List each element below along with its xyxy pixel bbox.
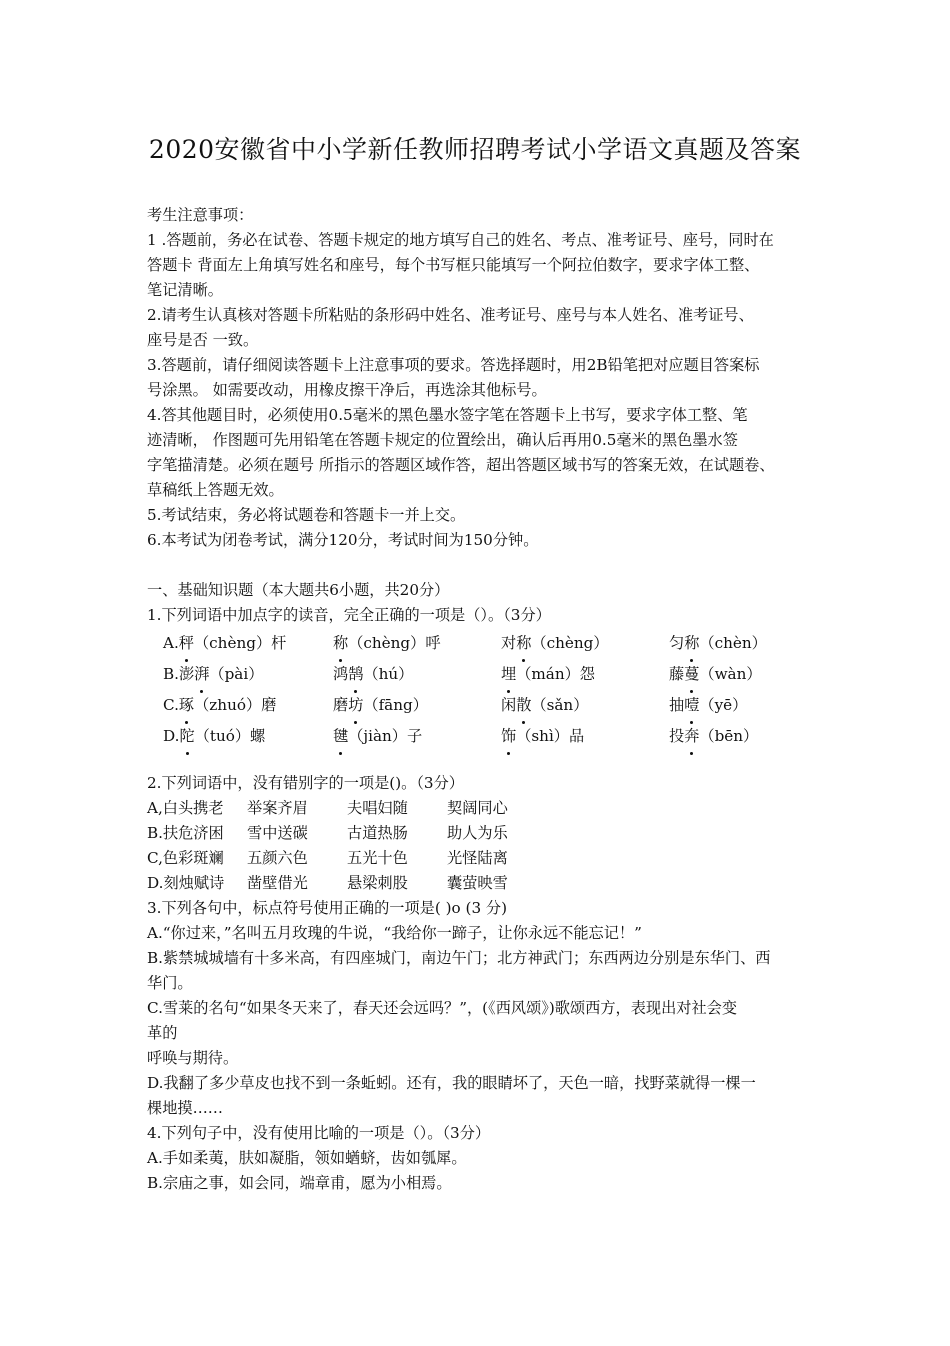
option-row-d — [163, 721, 812, 752]
question-4-options — [147, 1146, 812, 1196]
word-item: 称（chèng）呼 — [333, 631, 501, 656]
word-item: 藤蔓（wàn） — [669, 662, 799, 687]
question-4-stem: 4.下列句子中，没有使用比喻的一项是（）。（3分） — [147, 1124, 491, 1142]
word-item: B.澎湃（pài） — [163, 662, 333, 687]
notice-line: 3.答题前，请仔细阅读答题卡上注意事项的要求。答选择题时，用2B铅笔把对应题目答案标 — [147, 356, 760, 374]
option-row-c — [163, 690, 812, 721]
option-row-a — [163, 628, 812, 659]
option-line: 华门。 — [147, 974, 193, 992]
word-item: 抽噎（yē） — [669, 693, 799, 718]
notice-line: 5.考试结束，务必将试题卷和答题卡一并上交。 — [147, 506, 466, 524]
option-line: 呼唤与期待。 — [147, 1049, 239, 1067]
option-line: A.手如柔荑，肤如凝脂，领如蝤蛴，齿如瓠犀。 — [147, 1149, 467, 1167]
word-item: 匀称（chèn） — [669, 631, 799, 656]
option-line: B.宗庙之事，如会同，端章甫，愿为小相焉。 — [147, 1174, 452, 1192]
notice-line: 草稿纸上答题无效。 — [147, 481, 284, 499]
notice-line: 6.本考试为闭卷考试，满分120分，考试时间为150分钟。 — [147, 531, 539, 549]
option-line: B.紫禁城城墙有十多米高，有四座城门，南边午门；北方神武门；东西两边分别是东华门、西 — [147, 949, 771, 967]
option-row-a: A,白头携老 举案齐眉 夫唱妇随 契阔同心 — [147, 799, 508, 817]
document-body — [147, 203, 812, 1196]
option-row-b: B.扶危济困 雪中送碳 古道热肠 助人为乐 — [147, 824, 508, 842]
option-line: A.“你过来，”名叫五月玫瑰的牛说，“我给你一蹄子，让你永远不能忘记！” — [147, 924, 642, 942]
question-3-stem: 3.下列各句中，标点符号使用正确的一项是( )o (3 分) — [147, 899, 508, 917]
notice-line: 1 .答题前，务必在试卷、答题卡规定的地方填写自己的姓名、考点、准考证号、座号，同时在 — [147, 231, 774, 249]
word-item: C.琢（zhuó）磨 — [163, 693, 333, 718]
notice-line: 座号是否 一致。 — [147, 331, 259, 349]
word-item: D.陀（tuó）螺 — [163, 724, 333, 749]
option-row-b — [163, 659, 812, 690]
option-line: C.雪莱的名句“如果冬天来了，春天还会远吗？”，(《西风颂》)歌颂西方，表现出对社会变 — [147, 999, 738, 1017]
question-1-options — [147, 628, 812, 752]
question-1-stem: 1.下列词语中加点字的读音，完全正确的一项是（）。（3分） — [147, 606, 551, 624]
document-title: 2020安徽省中小学新任教师招聘考试小学语文真题及答案 — [148, 135, 802, 164]
word-item: 饰（shì）品 — [501, 724, 669, 749]
word-item: 毽（jiàn）子 — [333, 724, 501, 749]
option-line: 棵地摸…… — [147, 1099, 223, 1117]
notice-line: 2.请考生认真核对答题卡所粘贴的条形码中姓名、准考证号、座号与本人姓名、准考证号、 — [147, 306, 754, 324]
notice-line: 字笔描清楚。必须在题号 所指示的答题区域作答，超出答题区域书写的答案无效，在试题卷、 — [147, 456, 775, 474]
notice-heading: 考生注意事项： — [147, 206, 254, 224]
word-item: 磨坊（fāng） — [333, 693, 501, 718]
question-2-stem: 2.下列词语中，没有错别字的一项是()。（3分） — [147, 774, 464, 792]
word-item: 闲散（sǎn） — [501, 693, 669, 718]
notice-line: 号涂黑。 如需要改动，用橡皮擦干净后，再选涂其他标号。 — [147, 381, 547, 399]
word-item: 对称（chèng） — [501, 631, 669, 656]
notice-line: 迹清晰， 作图题可先用铅笔在答题卡规定的位置绘出，确认后再用0.5毫米的黑色墨水签 — [147, 431, 738, 449]
question-2-options — [147, 796, 812, 896]
option-line: D.我翻了多少草皮也找不到一条蚯蚓。还有，我的眼睛坏了，天色一暗，找野菜就得一棵一 — [147, 1074, 756, 1092]
option-row-c: C,色彩斑斓 五颜六色 五光十色 光怪陆离 — [147, 849, 508, 867]
notice-line: 笔记清晰。 — [147, 281, 223, 299]
word-item: 埋（mán）怨 — [501, 662, 669, 687]
question-3-options — [147, 921, 812, 1121]
notice-line: 答题卡 背面左上角填写姓名和座号，每个书写框只能填写一个阿拉伯数字，要求字体工整、 — [147, 256, 760, 274]
option-row-d: D.刻烛赋诗 凿壁借光 悬梁刺股 囊萤映雪 — [147, 874, 508, 892]
notice-list — [147, 228, 812, 553]
section-heading: 一、基础知识题（本大题共6小题，共20分） — [147, 581, 450, 599]
word-item: 投奔（bēn） — [669, 724, 799, 749]
notice-line: 4.答其他题目时，必须使用0.5毫米的黑色墨水签字笔在答题卡上书写，要求字体工整、笔 — [147, 406, 748, 424]
word-item: A.秤（chèng）杆 — [163, 631, 333, 656]
option-line: 革的 — [147, 1024, 178, 1042]
word-item: 鸿鹄（hú） — [333, 662, 501, 687]
